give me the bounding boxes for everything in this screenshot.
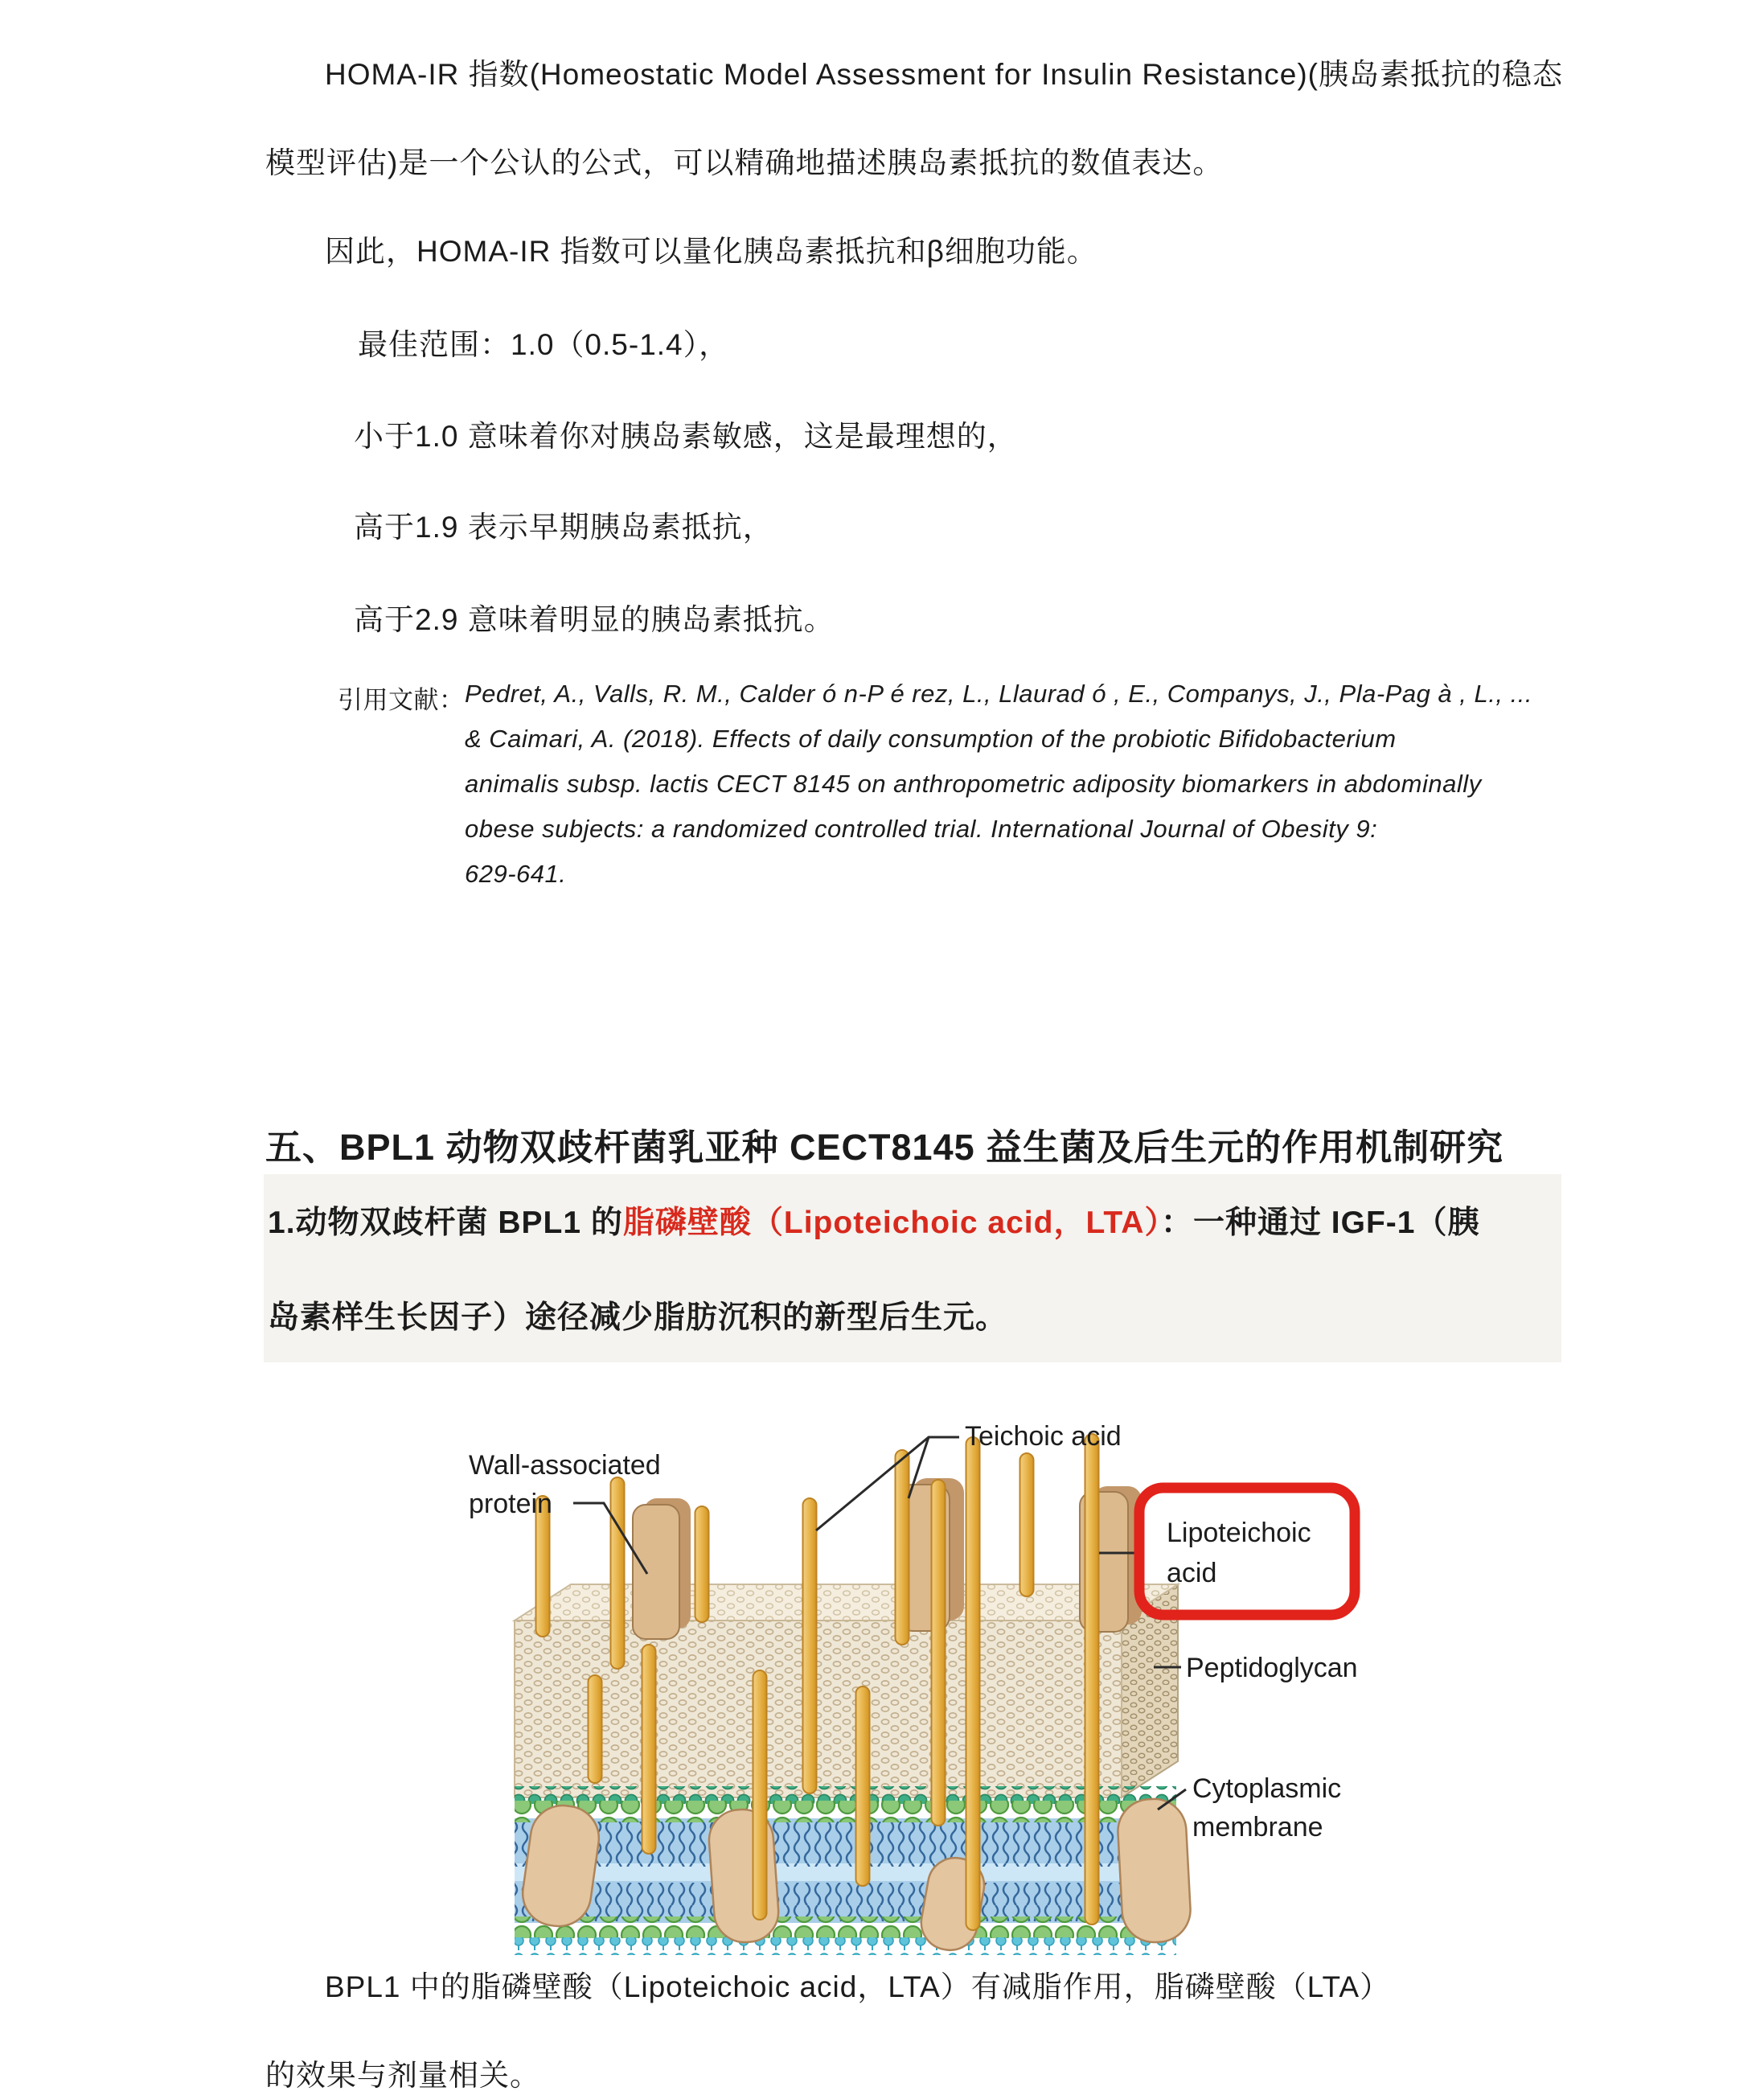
range-mid-line: 高于1.9 表示早期胰岛素抵抗，: [354, 511, 773, 544]
highlight-line1: [268, 1197, 1479, 1243]
lipoteichoic-acid-label: Lipoteichoic: [1167, 1518, 1311, 1548]
wall-protein-label: protein: [469, 1489, 552, 1519]
paragraph-homa-ir-quantify: 因此，HOMA-IR 指数可以量化胰岛素抵抗和β细胞功能。: [325, 235, 1097, 268]
highlight-line1-black2: ：一种通过 IGF-1（胰: [1160, 1206, 1480, 1240]
citation-line: obese subjects: a randomized controlled trial. International Journal of Obesity 9:: [465, 815, 1378, 843]
closing-line1: BPL1 中的脂磷壁酸（Lipoteichoic acid，LTA）有减脂作用，脂磷壁酸（LTA）: [325, 1970, 1391, 2003]
range-best-line: 最佳范围：1.0（0.5-1.4），: [358, 328, 730, 361]
citation-line: animalis subsp. lactis CECT 8145 on anthropometric adiposity biomarkers in abdominally: [465, 770, 1482, 798]
range-low-line: 小于1.0 意味着你对胰岛素敏感，这是最理想的，: [354, 420, 1018, 453]
highlight-line1-black1: 1.动物双歧杆菌 BPL1 的: [268, 1206, 623, 1240]
highlight-line1-red: 脂磷壁酸（Lipoteichoic acid，LTA）: [622, 1206, 1161, 1240]
paragraph-homa-ir-line1: HOMA-IR 指数(Homeostatic Model Assessment for Insulin Resistance)(胰岛素抵抗的稳态: [325, 58, 1564, 91]
peptidoglycan-label: Peptidoglycan: [1186, 1653, 1358, 1683]
wall-protein-label: Wall-associated: [469, 1450, 661, 1481]
citation-line: Pedret, A., Valls, R. M., Calder ó n-P é rez, L., Llaurad ó , E., Companys, J., Pla-Pag à , L., ...: [465, 680, 1532, 708]
range-high-line: 高于2.9 意味着明显的胰岛素抵抗。: [354, 603, 835, 636]
highlight-line2: 岛素样生长因子）途径减少脂肪沉积的新型后生元。: [268, 1300, 1008, 1335]
teichoic-acid-label: Teichoic acid: [965, 1421, 1122, 1452]
citation-line: 629-641.: [465, 860, 567, 888]
section-heading: 五、BPL1 动物双歧杆菌乳亚种 CECT8145 益生菌及后生元的作用机制研究: [265, 1127, 1504, 1168]
lipoteichoic-acid-label: acid: [1167, 1558, 1217, 1588]
paragraph-homa-ir-line2: 模型评估)是一个公认的公式，可以精确地描述胰岛素抵抗的数值表达。: [265, 146, 1224, 179]
cytoplasmic-membrane-label: Cytoplasmic: [1192, 1773, 1342, 1804]
citation-line: & Caimari, A. (2018). Effects of daily consumption of the probiotic Bifidobacterium: [465, 725, 1397, 753]
citation-label: 引用文献：: [338, 686, 465, 714]
cell-wall-diagram: [446, 1403, 1367, 1958]
closing-line2: 的效果与剂量相关。: [265, 2059, 540, 2091]
cytoplasmic-membrane-label: membrane: [1192, 1812, 1323, 1842]
